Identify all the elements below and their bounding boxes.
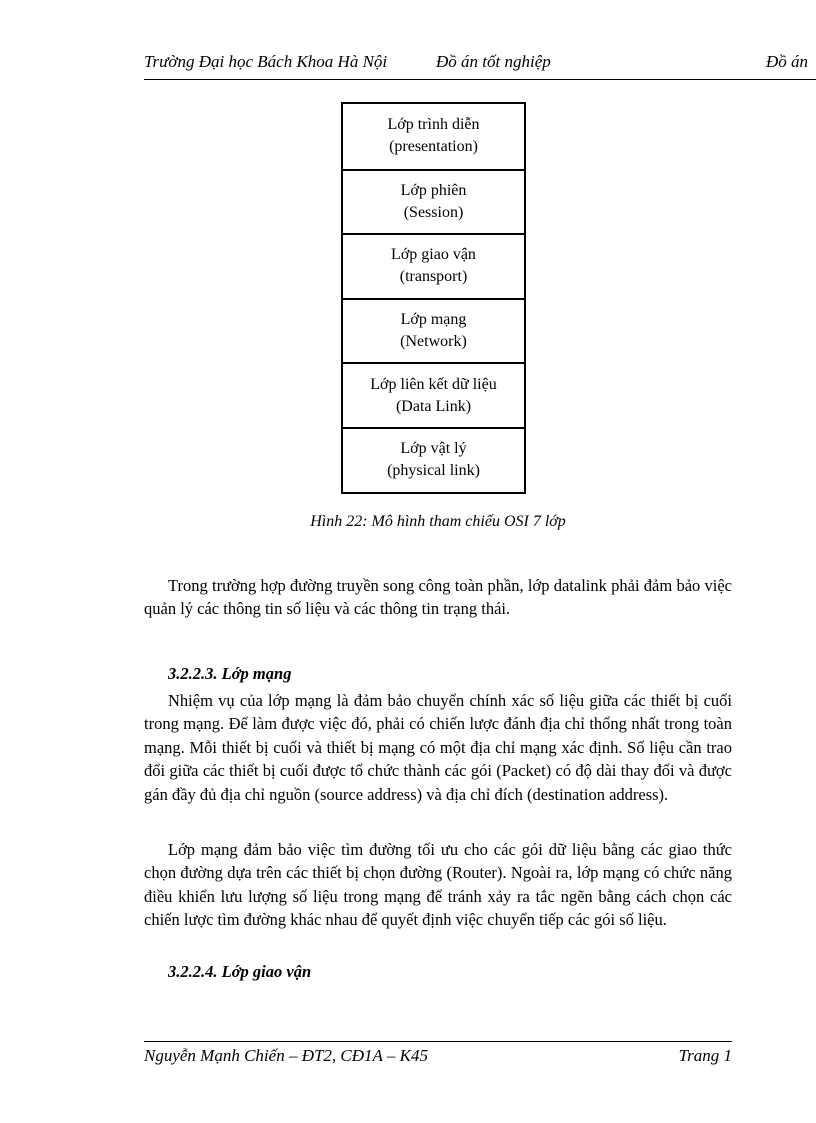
heading-network-layer: 3.2.2.3. Lớp mạng [168, 664, 292, 683]
osi-layer-network [343, 298, 524, 363]
header-university: Trường Đại học Bách Khoa Hà Nội [144, 52, 388, 71]
osi-layer-name: Lớp vật lý [400, 440, 467, 458]
paragraph-network-1: Nhiệm vụ của lớp mạng là đảm bảo chuyển chính xác số liệu giữa các thiết bị cuối trong mạng. Để làm được việc đó, phải có chiến lược đánh địa chỉ thống nhất trong toàn mạng. Mỗi thiết bị cuối và thiết bị mạng có một địa chỉ mạng xác định. Số liệu cần trao đổi giữa các thiết bị cuối được tổ chức thành các gói (Packet) có độ dài thay đổi và được gán đầy đủ địa chỉ nguồn (source address) và địa chỉ đích (destination address). [144, 691, 732, 804]
page-footer [144, 1046, 732, 1070]
osi-layer-diagram [341, 102, 526, 494]
osi-layer-physical [343, 427, 524, 492]
osi-layer-name: Lớp phiên [400, 181, 467, 199]
paragraph-datalink-duplex: Trong trường hợp đường truyền song công toàn phần, lớp datalink phải đảm bảo việc quản lý các thông tin số liệu và các thông tin trạng thái. [144, 576, 732, 619]
osi-layer-english: (Session) [403, 203, 464, 221]
osi-layer-english: (presentation) [389, 138, 478, 156]
page-header [144, 52, 816, 76]
osi-layer-english: (Network) [400, 333, 467, 351]
osi-layer-presentation [343, 104, 524, 169]
osi-layer-english: (Data Link) [395, 397, 472, 415]
osi-layer-name: Lớp trình diễn [387, 116, 480, 134]
header-project-short: Đồ án [766, 52, 809, 71]
header-project: Đồ án tốt nghiệp [436, 52, 551, 71]
footer-page-number: Trang 1 [678, 1046, 732, 1065]
paragraph-network-2: Lớp mạng đảm bảo việc tìm đường tối ưu cho các gói dữ liệu bằng các giao thức chọn đường dựa trên các thiết bị chọn đường (Router). Ngoài ra, lớp mạng có chức năng điều khiển lưu lượng số liệu trong mạng để tránh xảy ra tắc ngẽn bằng cách chọn các chiến lược tìm đường khác nhau để quyết định việc chuyển tiếp các gói số liệu. [144, 840, 732, 930]
footer-divider [144, 1041, 732, 1042]
osi-layer-name: Lớp mạng [400, 311, 467, 329]
osi-layer-transport [343, 233, 524, 298]
osi-layer-datalink [343, 362, 524, 427]
osi-layer-name: Lớp giao vận [391, 246, 476, 264]
osi-layer-name: Lớp liên kết dữ liệu [370, 375, 497, 393]
osi-layer-session [343, 169, 524, 234]
osi-layer-english: (physical link) [387, 462, 480, 480]
heading-transport-layer: 3.2.2.4. Lớp giao vận [168, 962, 312, 981]
osi-layer-english: (transport) [399, 268, 468, 286]
figure-caption: Hình 22: Mô hình tham chiếu OSI 7 lớp [310, 513, 566, 530]
footer-author: Nguyễn Mạnh Chiến – ĐT2, CĐ1A – K45 [144, 1046, 428, 1065]
header-divider [144, 79, 816, 80]
